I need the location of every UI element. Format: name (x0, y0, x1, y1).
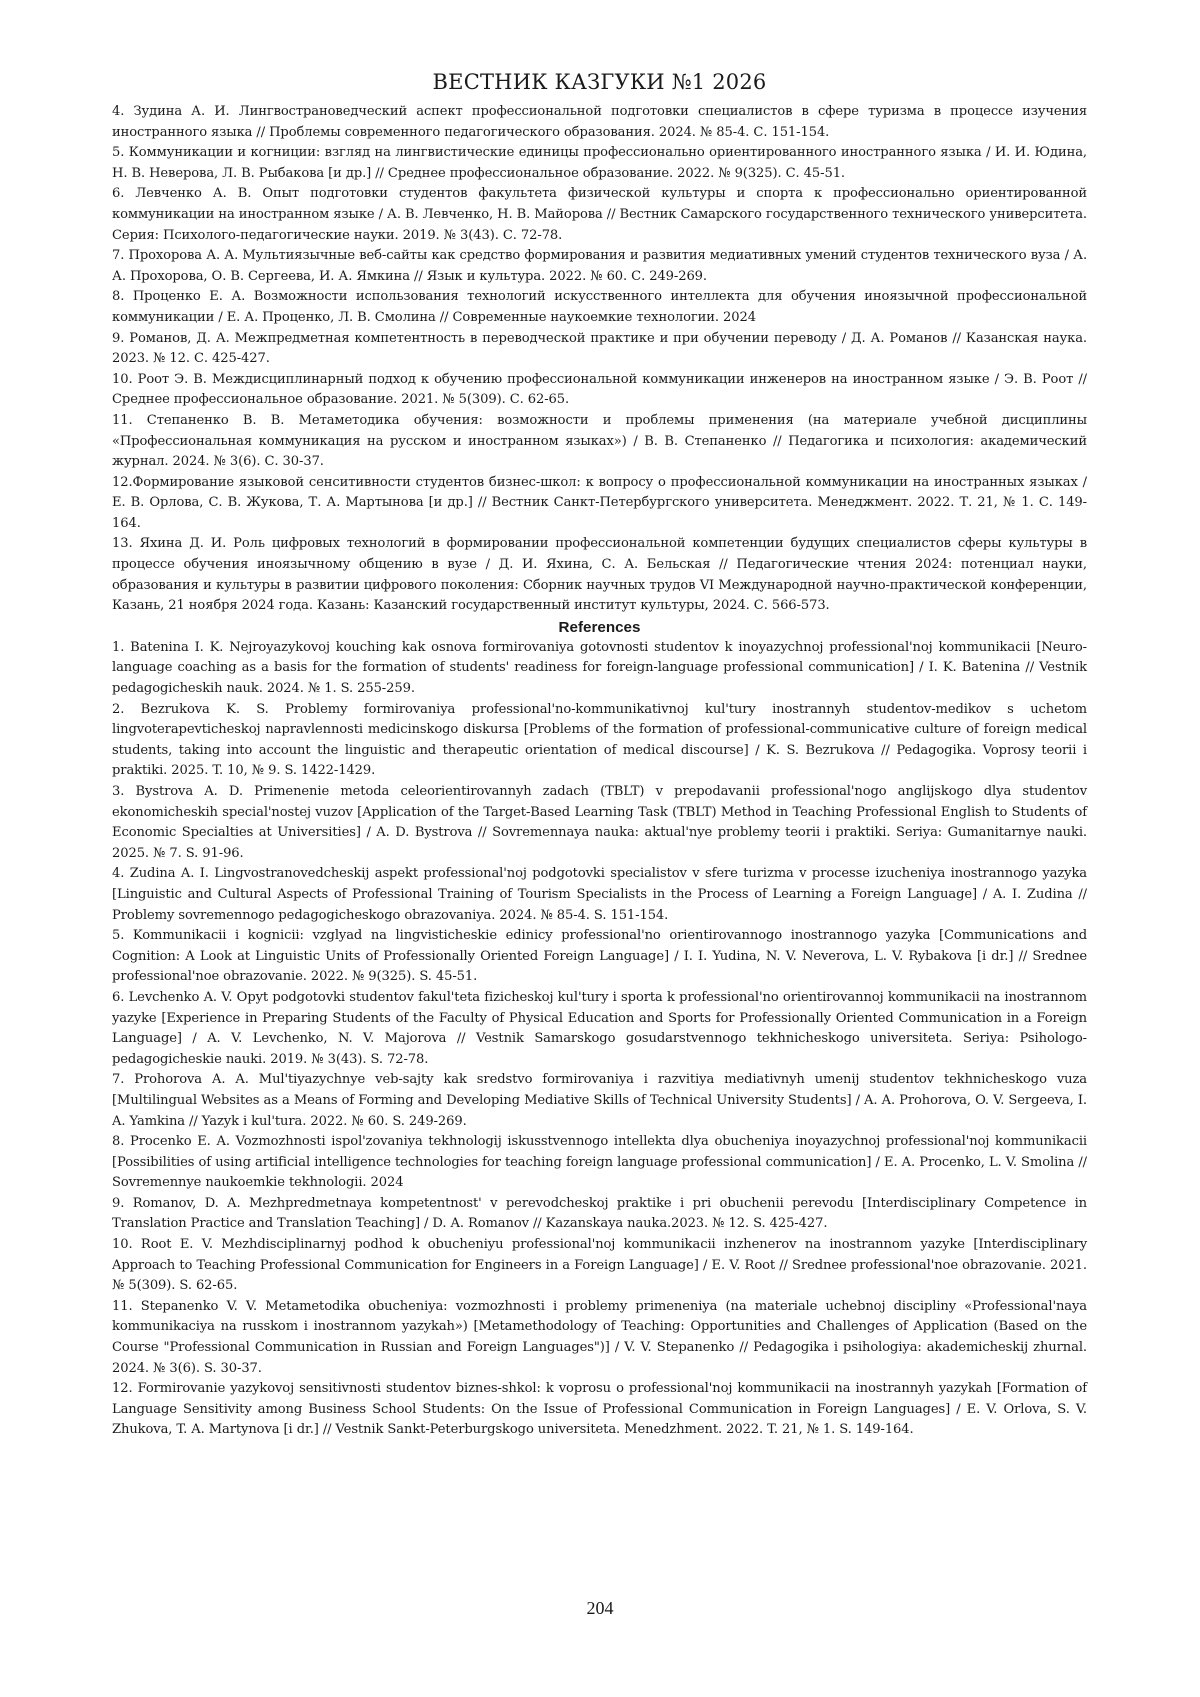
reference-item: 9. Romanov, D. A. Mezhpredmetnaya kompetentnost' v perevodcheskoj praktike i pri obuchenii perevodu [Interdisciplinary Competence in Translation Practice and Translation Teaching] / D. A. Romanov // Kazanskaya nauka.2023. № 12. S. 425-427. (112, 1195, 1087, 1232)
reference-item: 10. Root E. V. Mezhdisciplinarnyj podhod k obucheniyu professional'noj kommunikacii inzhenerov na inostrannom yazyke [Interdisciplinary Approach to Teaching Professional Communication for Engineers in a Foreign Language] / E. V. Root // Srednee professional'noe obrazovanie. 2021. № 5(309). S. 62-65. (112, 1237, 1087, 1294)
reference-item: 6. Levchenko A. V. Opyt podgotovki studentov fakul'teta fizicheskoj kul'tury i sporta k professional'no orientirovannoj kommunikacii na inostrannom yazyke [Experience in Preparing Students of the Faculty of Physical Education and Sports for Professionally Oriented Communication in a Foreign Language] / A. V. Levchenko, N. V. Majorova // Vestnik Samarskogo gosudarstvennogo tekhnicheskogo universiteta. Seriya: Psihologo-pedagogicheskie nauki. 2019. № 3(43). S. 72-78. (112, 989, 1087, 1067)
reference-item: 6. Левченко А. В. Опыт подготовки студентов факультета физической культуры и спорта к профессионально ориентированной коммуникации на иностранном языке / А. В. Левченко, Н. В. Майорова // Вестник Самарского государственного технического университета. Серия: Психолого-педагогические науки. 2019. № 3(43). С. 72-78. (112, 186, 1087, 243)
reference-item: 4. Zudina A. I. Lingvostranovedcheskij aspekt professional'noj podgotovki specialistov v sfere turizma v processe izucheniya inostrannogo yazyka [Linguistic and Cultural Aspects of Professional Training of Tourism Specialists in the Process of Learning a Foreign Language] / A. I. Zudina // Problemy sovremennogo pedagogicheskogo obrazovaniya. 2024. № 85-4. S. 151-154. (112, 866, 1087, 923)
document-page (112, 70, 1087, 1441)
reference-item: 7. Прохорова А. А. Мультиязычные веб-сайты как средство формирования и развития медиативных умений студентов технического вуза / А. А. Прохорова, О. В. Сергеева, И. А. Ямкина // Язык и культура. 2022. № 60. С. 249-269. (112, 248, 1087, 284)
reference-item: 5. Kommunikacii i kognicii: vzglyad na lingvisticheskie edinicy professional'no orientirovannogo inostrannogo yazyka [Communications and Cognition: A Look at Linguistic Units of Professionally Oriented Foreign Language] / I. I. Yudina, N. V. Neverova, L. V. Rybakova [i dr.] // Srednee professional'noe obrazovanie. 2022. № 9(325). S. 45-51. (112, 928, 1087, 985)
reference-item: 1. Batenina I. K. Nejroyazykovoj kouching kak osnova formirovaniya gotovnosti studentov k inoyazychnoj professional'noj kommunikacii [Neuro-language coaching as a basis for the formation of students' readiness for foreign-language professional communication] / I. K. Batenina // Vestnik pedagogicheskih nauk. 2024. № 1. S. 255-259. (112, 639, 1087, 697)
reference-item: 11. Степаненко В. В. Метаметодика обучения: возможности и проблемы применения (на материале учебной дисциплины «Профессиональная коммуникация на русском и иностранном языках») / В. В. Степаненко // Педагогика и психология: академический журнал. 2024. № 3(6). С. 30-37. (112, 412, 1087, 470)
reference-item: 4. Зудина А. И. Лингвострановедческий аспект профессиональной подготовки специалистов в сфере туризма в процессе изучения иностранного языка // Проблемы современного педагогического образования. 2024. № 85-4. С. 151-154. (112, 104, 1087, 140)
references-heading: References (558, 618, 641, 636)
reference-item: 12. Formirovanie yazykovoj sensitivnosti studentov biznes-shkol: k voprosu o professional'noj kommunikacii na inostrannyh yazykah [Formation of Language Sensitivity among Business School Students: On the Issue of Professional Communication in Foreign Languages] / E. V. Orlova, S. V. Zhukova, T. A. Martynova [i dr.] // Vestnik Sankt-Peterburgskogo universiteta. Menedzhment. 2022. T. 21, № 1. S. 149-164. (112, 1381, 1087, 1438)
reference-item: 10. Роот Э. В. Междисциплинарный подход к обучению профессиональной коммуникации инженеров на иностранном языке / Э. В. Роот // Среднее профессиональное образование. 2021. № 5(309). С. 62-65. (112, 371, 1087, 408)
reference-item: 9. Романов, Д. А. Межпредметная компетентность в переводческой практике и при обучении переводу / Д. А. Романов // Казанская наука. 2023. № 12. С. 425-427. (112, 330, 1087, 367)
reference-item: 3. Bystrova A. D. Primenenie metoda celeorientirovannyh zadach (TBLT) v prepodavanii professional'nogo anglijskogo dlya studentov ekonomicheskih special'nostej vuzov [Application of the Target-Based Learning Task (TBLT) Method in Teaching Professional English to Students of Economic Specialties at Universities] / A. D. Bystrova // Sovremennaya nauka: aktual'nye problemy teorii i praktiki. Seriya: Gumanitarnye nauki. 2025. № 7. S. 91-96. (112, 784, 1087, 861)
reference-item: 11. Stepanenko V. V. Metametodika obucheniya: vozmozhnosti i problemy primeneniya (na materiale uchebnoj discipliny «Professional'naya kommunikaciya na russkom i inostrannom yazykah») [Metamethodology of Teaching: Opportunities and Challenges of Application (Based on the Course "Professional Communication in Russian and Foreign Languages")] / V. V. Stepanenko // Pedagogika i psihologiya: akademicheskij zhurnal. 2024. № 3(6). S. 30-37. (112, 1298, 1087, 1376)
reference-item: 5. Коммуникации и когниции: взгляд на лингвистические единицы профессионально ориентированного иностранного языка / И. И. Юдина, Н. В. Неверова, Л. В. Рыбакова [и др.] // Среднее профессиональное образование. 2022. № 9(325). С. 45-51. (112, 145, 1087, 181)
page-number: 204 (586, 1598, 614, 1618)
reference-item: 13. Яхина Д. И. Роль цифровых технологий в формировании профессиональной компетенции будущих специалистов сферы культуры в процессе обучения иноязычному общению в вузе / Д. И. Яхина, С. А. Бельская // Педагогические чтения 2024: потенциал науки, образования и культуры в развитии цифрового поколения: Сборник научных трудов VI Международной научно-практической конференции, Казань, 21 ноября 2024 года. Казань: Казанский государственный институт культуры, 2024. С. 566-573. (112, 536, 1087, 614)
english-reference-list (112, 638, 1087, 1441)
reference-item: 2. Bezrukova K. S. Problemy formirovaniya professional'no-kommunikativnoj kul'tury inostrannyh studentov-medikov s uchetom lingvoterapevticheskoj napravlennosti medicinskogo diskursa [Problems of the formation of professional-communicative culture of foreign medical students, taking into account the linguistic and therapeutic orientation of medical discourse] / K. S. Bezrukova // Pedagogika. Voprosy teorii i praktiki. 2025. T. 10, № 9. S. 1422-1429. (112, 701, 1087, 779)
reference-item: 12.Формирование языковой сенситивности студентов бизнес-школ: к вопросу о профессиональной коммуникации на иностранных языках / Е. В. Орлова, С. В. Жукова, Т. А. Мартынова [и др.] // Вестник Санкт-Петербургского университета. Менеджмент. 2022. Т. 21, № 1. С. 149-164. (112, 474, 1087, 531)
reference-item: 8. Проценко Е. А. Возможности использования технологий искусственного интеллекта для обучения иноязычной профессиональной коммуникации / Е. А. Проценко, Л. В. Смолина // Современные наукоемкие технологии. 2024 (112, 289, 1087, 325)
reference-item: 8. Procenko E. A. Vozmozhnosti ispol'zovaniya tekhnologij iskusstvennogo intellekta dlya obucheniya inoyazychnoj professional'noj kommunikacii [Possibilities of using artificial intelligence technologies for teaching foreign language professional communication] / E. A. Procenko, L. V. Smolina // Sovremennye naukoemkie tekhnologii. 2024 (112, 1134, 1087, 1191)
russian-reference-list (112, 102, 1087, 617)
journal-header-title: ВЕСТНИК КАЗГУКИ №1 2026 (432, 70, 767, 94)
reference-item: 7. Prohorova A. A. Mul'tiyazychnye veb-sajty kak sredstvo formirovaniya i razvitiya mediativnyh umenij studentov tekhnicheskogo vuza [Multilingual Websites as a Means of Forming and Developing Mediative Skills of Technical University Students] / A. A. Prohorova, O. V. Sergeeva, I. A. Yamkina // Yazyk i kul'tura. 2022. № 60. S. 249-269. (112, 1072, 1087, 1129)
